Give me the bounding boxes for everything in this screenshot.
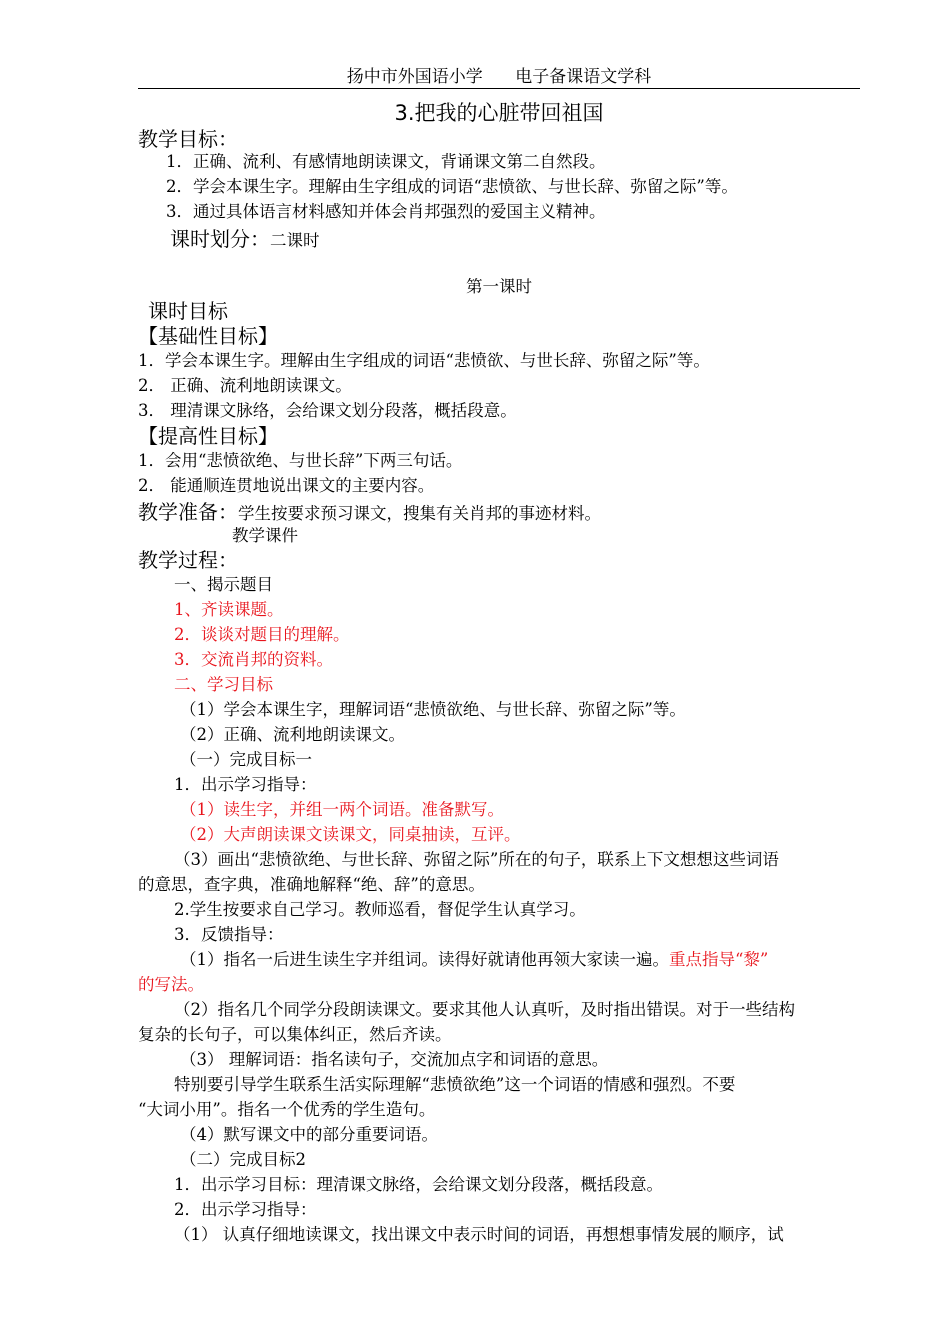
process-line: 1．出示学习指导： xyxy=(174,775,317,794)
process-line: （2）指名几个同学分段朗读课文。要求其他人认真听，及时指出错误。对于一些结构 xyxy=(174,1000,795,1019)
header-subject: 电子备课语文学科 xyxy=(515,67,652,87)
process-line: （3）画出“悲愤欲绝、与世长辞、弥留之际”所在的句子，联系上下文想想这些词语 xyxy=(174,850,779,869)
process-line: 1、齐读课题。 xyxy=(174,600,284,619)
process-line: 3．反馈指导： xyxy=(174,925,284,944)
process-line: （1）读生字，并组一两个词语。准备默写。 xyxy=(180,800,504,819)
process-line: 2．谈谈对题目的理解。 xyxy=(174,625,350,644)
advanced-item-2: 2． 能通顺连贯地说出课文的主要内容。 xyxy=(138,476,435,495)
period-value: 二课时 xyxy=(270,231,320,250)
process-line: （1） 认真仔细地读课文，找出课文中表示时间的词语，再想想事情发展的顺序，试 xyxy=(174,1225,784,1244)
process-line: 复杂的长句子，可以集体纠正，然后齐读。 xyxy=(138,1025,452,1044)
prep-label: 教学准备： xyxy=(138,500,238,524)
process-heading: 教学过程： xyxy=(138,548,238,572)
prep-value: 学生按要求预习课文，搜集有关肖邦的事迹材料。 xyxy=(238,504,601,523)
advanced-goal-heading: 【提高性目标】 xyxy=(138,424,278,448)
process-line: （4）默写课文中的部分重要词语。 xyxy=(180,1125,438,1144)
lesson1-heading: 第一课时 xyxy=(466,277,532,296)
objective-item-3: 3．通过具体语言材料感知并体会肖邦强烈的爱国主义精神。 xyxy=(166,202,606,221)
objective-item-2: 2．学会本课生字。理解由生字组成的词语“悲愤欲、与世长辞、弥留之际”等。 xyxy=(166,177,738,196)
basic-item-1: 1．学会本课生字。理解由生字组成的词语“悲愤欲、与世长辞、弥留之际”等。 xyxy=(138,351,710,370)
process-line: 一、揭示题目 xyxy=(174,575,273,594)
teaching-prep xyxy=(138,499,601,525)
process-line: （2）大声朗读课文读课文，同桌抽读，互评。 xyxy=(180,825,521,844)
process-line: （3） 理解词语：指名读句子，交流加点字和词语的意思。 xyxy=(180,1050,609,1069)
objectives-heading: 教学目标： xyxy=(138,127,238,151)
page-header xyxy=(138,66,860,89)
period-division xyxy=(170,226,320,252)
feedback-highlight: 重点指导“黎” xyxy=(669,950,769,969)
process-line: 的写法。 xyxy=(138,975,204,994)
objective-item-1: 1．正确、流利、有感情地朗读课文，背诵课文第二自然段。 xyxy=(166,152,606,171)
prep-extra: 教学课件 xyxy=(232,526,298,545)
process-line: （一）完成目标一 xyxy=(180,750,312,769)
process-line: 2．出示学习指导： xyxy=(174,1200,317,1219)
process-line: 3．交流肖邦的资料。 xyxy=(174,650,333,669)
basic-goal-heading: 【基础性目标】 xyxy=(138,324,278,348)
process-line: 的意思，查字典，准确地解释“绝、辞”的意思。 xyxy=(138,875,485,894)
process-line: 特别要引导学生联系生活实际理解“悲愤欲绝”这一个词语的情感和强烈。不要 xyxy=(174,1075,736,1094)
process-line: （1）学会本课生字，理解词语“悲愤欲绝、与世长辞、弥留之际”等。 xyxy=(180,700,686,719)
basic-item-3: 3． 理清课文脉络，会给课文划分段落，概括段意。 xyxy=(138,401,517,420)
process-line xyxy=(180,949,768,971)
document-title: 3.把我的心脏带回祖国 xyxy=(394,101,604,125)
process-line: 1．出示学习目标：理清课文脉络，会给课文划分段落，概括段意。 xyxy=(174,1175,663,1194)
process-line: 2.学生按要求自己学习。教师巡看，督促学生认真学习。 xyxy=(174,900,586,919)
process-line: （二）完成目标2 xyxy=(180,1150,306,1169)
header-school: 扬中市外国语小学 xyxy=(346,67,483,87)
process-line: （2）正确、流利地朗读课文。 xyxy=(180,725,405,744)
lesson-goal-heading: 课时目标 xyxy=(148,299,228,323)
process-line: 二、学习目标 xyxy=(174,675,273,694)
feedback-text: （1）指名一后进生读生字并组词。读得好就请他再领大家读一遍。 xyxy=(180,950,669,969)
period-label: 课时划分： xyxy=(170,227,270,251)
process-line: “大词小用”。指名一个优秀的学生造句。 xyxy=(138,1100,436,1119)
basic-item-2: 2． 正确、流利地朗读课文。 xyxy=(138,376,352,395)
advanced-item-1: 1．会用“悲愤欲绝、与世长辞”下两三句话。 xyxy=(138,451,463,470)
